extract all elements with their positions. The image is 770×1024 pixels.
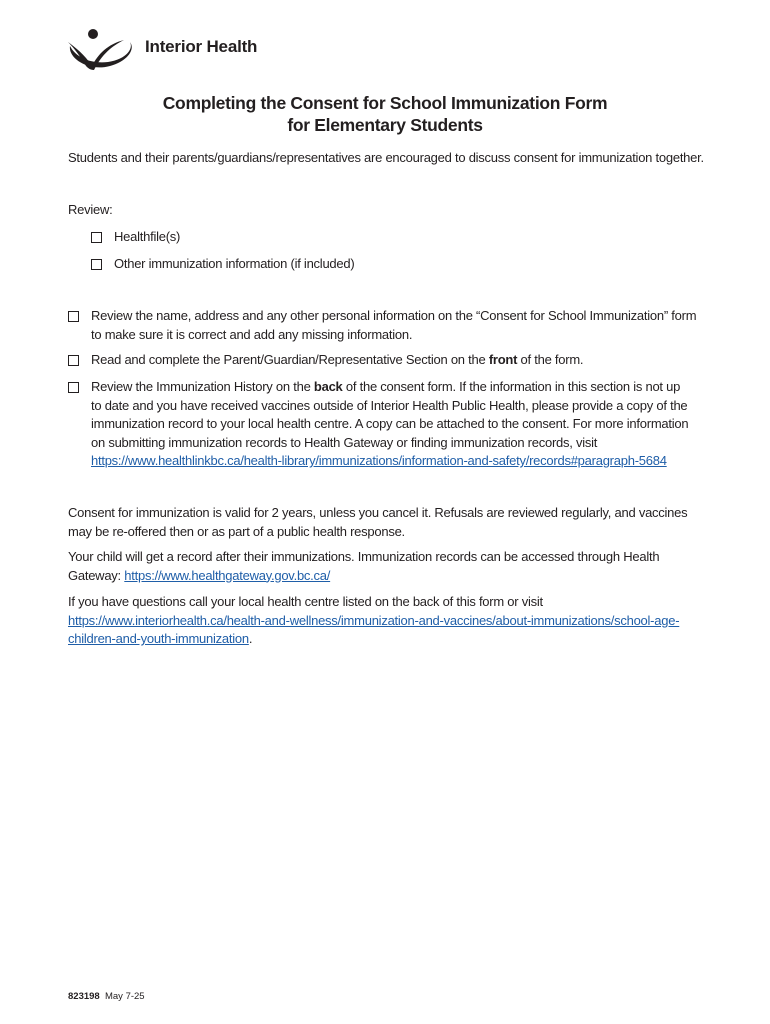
interior-health-immunization-link-cont[interactable]: children-and-youth-immunization bbox=[68, 631, 249, 646]
task-line bbox=[91, 452, 688, 471]
task-emphasis: back bbox=[313, 379, 343, 394]
note-text: . bbox=[248, 631, 253, 646]
healthlinkbc-records-link[interactable]: https://www.healthlinkbc.ca/health-library/immunizations/information-and-safety/records#paragraph-5684 bbox=[91, 453, 667, 468]
form-number: 823198 bbox=[68, 991, 100, 1002]
interior-health-logo-icon bbox=[66, 28, 138, 72]
checkbox[interactable] bbox=[68, 311, 79, 322]
note-line bbox=[68, 612, 708, 631]
checkbox[interactable] bbox=[68, 355, 79, 366]
task-text-part: of the consent form. If the information in this section is not up bbox=[342, 379, 681, 394]
task-line: on submitting immunization records to Health Gateway or finding immunization records, visit bbox=[91, 434, 598, 450]
intro-text: Students and their parents/guardians/representatives are encouraged to discuss consent for immunization together. bbox=[68, 150, 704, 165]
note-line: If you have questions call your local health centre listed on the back of this form or visit bbox=[68, 594, 543, 609]
task-text bbox=[91, 351, 583, 370]
title-line-1: Completing the Consent for School Immunization Form bbox=[162, 93, 608, 113]
checkbox[interactable] bbox=[91, 259, 102, 270]
note-line bbox=[68, 567, 708, 586]
health-gateway-link[interactable]: https://www.healthgateway.gov.bc.ca/ bbox=[124, 567, 331, 583]
review-item-healthfiles[interactable] bbox=[91, 228, 180, 247]
task-line: immunization record to your local health centre. A copy can be attached to the consent. For more information bbox=[91, 416, 689, 431]
title-line-2: for Elementary Students bbox=[287, 115, 483, 135]
review-item-other-info[interactable] bbox=[91, 255, 354, 274]
note-line: Consent for immunization is valid for 2 years, unless you cancel it. Refusals are reviewed regularly, and vaccines bbox=[68, 505, 688, 520]
interior-health-logo bbox=[66, 28, 266, 72]
checkbox[interactable] bbox=[68, 382, 79, 393]
note-line: Your child will get a record after their immunizations. Immunization records can be accessed through Health bbox=[68, 549, 660, 564]
form-date: May 7-25 bbox=[104, 991, 145, 1002]
interior-health-immunization-link[interactable]: https://www.interiorhealth.ca/health-and-wellness/immunization-and-vaccines/about-immunizations/school-age- bbox=[68, 612, 680, 628]
task-text-part: Read and complete the Parent/Guardian/Representative Section on the bbox=[91, 352, 489, 367]
task-text-part: Review the Immunization History on the bbox=[91, 379, 314, 394]
form-footer bbox=[68, 991, 145, 1002]
note-text: Gateway: bbox=[68, 567, 125, 583]
review-label: Review: bbox=[68, 202, 113, 217]
task-text bbox=[91, 307, 696, 344]
questions-note bbox=[68, 593, 708, 649]
consent-validity-note bbox=[68, 504, 708, 541]
task-text-part: of the form. bbox=[517, 352, 584, 367]
page-title bbox=[0, 92, 770, 136]
task-review-personal-info[interactable] bbox=[68, 307, 696, 344]
org-name: Interior Health bbox=[145, 37, 258, 56]
task-line: to make sure it is correct and add any missing information. bbox=[91, 326, 413, 342]
record-note bbox=[68, 548, 708, 585]
task-line bbox=[91, 378, 688, 397]
task-text bbox=[91, 378, 688, 471]
note-line bbox=[68, 630, 708, 649]
note-line: may be re-offered then or as part of a public health response. bbox=[68, 523, 405, 539]
task-emphasis: front bbox=[488, 352, 518, 367]
review-item-label: Other immunization information (if included) bbox=[114, 256, 355, 271]
checkbox[interactable] bbox=[91, 232, 102, 243]
task-review-immunization-history[interactable] bbox=[68, 378, 688, 471]
task-line: to date and you have received vaccines outside of Interior Health Public Health, please provide a copy of the bbox=[91, 397, 688, 413]
task-complete-parent-section[interactable] bbox=[68, 351, 583, 370]
task-line: Review the name, address and any other personal information on the “Consent for School Immunization” form bbox=[91, 308, 697, 323]
review-item-label: Healthfile(s) bbox=[114, 229, 181, 244]
